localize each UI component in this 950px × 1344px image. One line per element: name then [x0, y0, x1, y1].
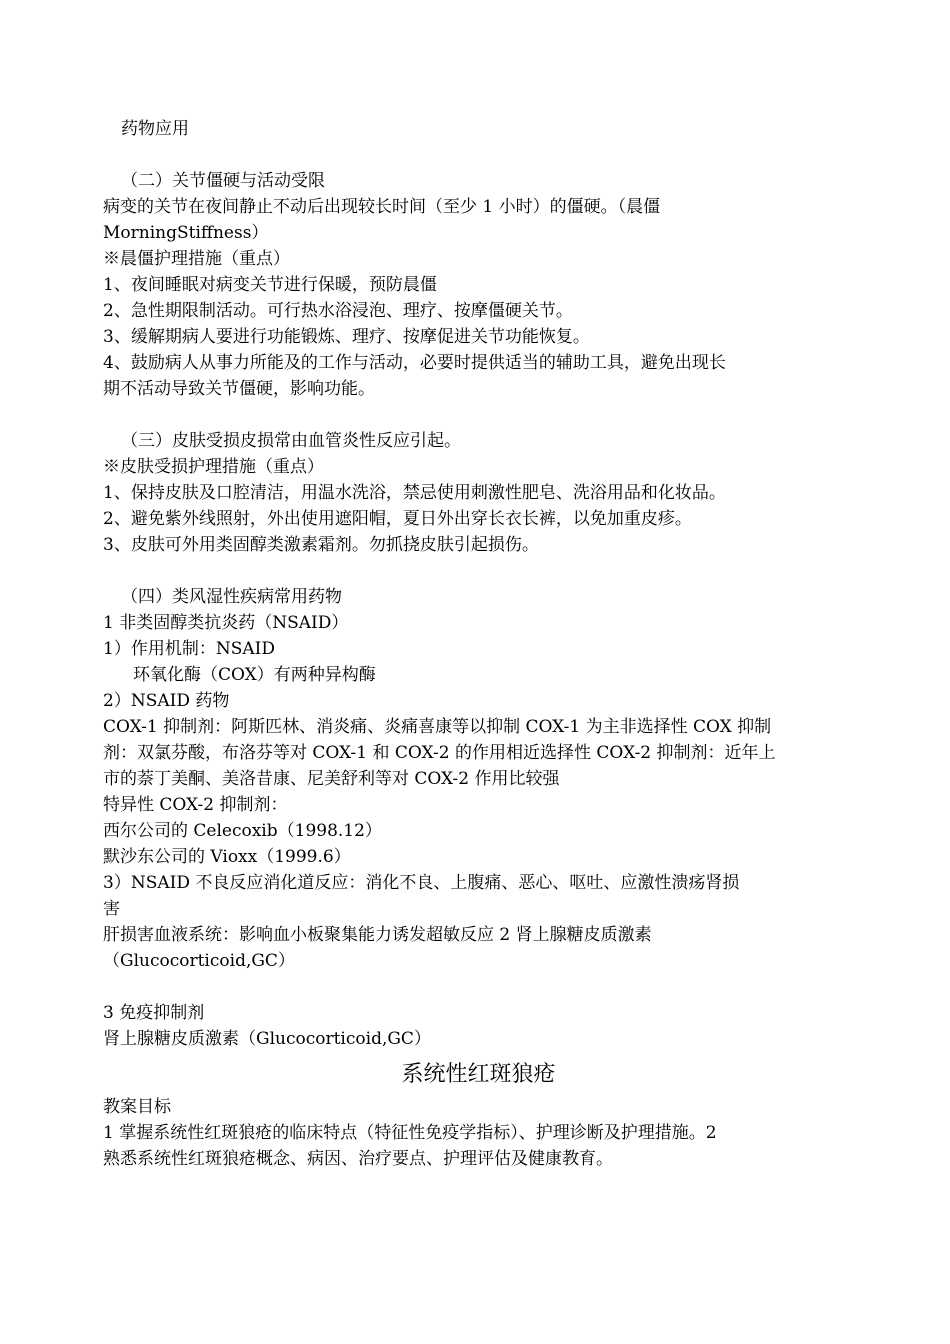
sle-subtitle: 教案目标	[103, 1097, 171, 1117]
section-4-line: 3）NSAID 不良反应消化道反应：消化不良、上腹痛、恶心、呕吐、应激性溃疡肾损	[103, 873, 740, 893]
section-4-line: 默沙东公司的 Vioxx（1999.6）	[103, 847, 351, 867]
section-4-line: 西尔公司的 Celecoxib（1998.12）	[103, 821, 382, 841]
section-4-line: 市的萘丁美酮、美洛昔康、尼美舒利等对 COX-2 作用比较强	[103, 769, 560, 789]
section-4-line: 环氧化酶（COX）有两种异构酶	[133, 665, 376, 685]
section-2-item: 1、夜间睡眠对病变关节进行保暖，预防晨僵	[103, 275, 437, 295]
section-2-item: 期不活动导致关节僵硬，影响功能。	[103, 379, 375, 399]
section-2-item: 2、急性期限制活动。可行热水浴浸泡、理疗、按摩僵硬关节。	[103, 301, 573, 321]
section-4-line: COX-1 抑制剂：阿斯匹林、消炎痛、炎痛喜康等以抑制 COX-1 为主非选择性 COX 抑制	[103, 717, 772, 737]
section-3-item: 3、皮肤可外用类固醇类激素霜剂。勿抓挠皮肤引起损伤。	[103, 535, 539, 555]
section-3-item: 2、避免紫外线照射，外出使用遮阳帽，夏日外出穿长衣长裤，以免加重皮疹。	[103, 509, 692, 529]
section-2-desc-line-2: MorningStiffness）	[103, 223, 269, 243]
section-2-item: 4、鼓励病人从事力所能及的工作与活动，必要时提供适当的辅助工具，避免出现长	[103, 353, 726, 373]
section-4-heading: （四）类风湿性疾病常用药物	[121, 587, 342, 607]
top-heading: 药物应用	[121, 119, 189, 139]
section-4-line: 2）NSAID 药物	[103, 691, 230, 711]
sle-title: 系统性红斑狼疮	[401, 1062, 556, 1087]
section-2-item: 3、缓解期病人要进行功能锻炼、理疗、按摩促进关节功能恢复。	[103, 327, 590, 347]
section-4-line: 害	[103, 899, 120, 919]
section-4-line: （Glucocorticoid,GC）	[103, 951, 295, 971]
spacer	[103, 974, 854, 1000]
section-2-desc-line-1: 病变的关节在夜间静止不动后出现较长时间（至少 1 小时）的僵硬。（晨僵	[103, 197, 661, 217]
section-2-care-title: ※晨僵护理措施（重点）	[103, 249, 290, 269]
section-4-line: 1 非类固醇类抗炎药（NSAID）	[103, 613, 349, 633]
section-4-line: 特异性 COX-2 抑制剂：	[103, 795, 288, 815]
section-4-line: 1）作用机制：NSAID	[103, 639, 275, 659]
section-3-heading: （三）皮肤受损皮损常由血管炎性反应引起。	[121, 431, 461, 451]
section-2-heading: （二）关节僵硬与活动受限	[121, 171, 325, 191]
section-4-line: 剂：双氯芬酸，布洛芬等对 COX-1 和 COX-2 的作用相近选择性 COX-2 抑制剂：近年上	[103, 743, 776, 763]
section-4-line: 肾上腺糖皮质激素（Glucocorticoid,GC）	[103, 1029, 431, 1049]
section-3-care-title: ※皮肤受损护理措施（重点）	[103, 457, 324, 477]
section-3-item: 1、保持皮肤及口腔清洁，用温水洗浴，禁忌使用刺激性肥皂、洗浴用品和化妆品。	[103, 483, 726, 503]
spacer	[103, 558, 854, 584]
section-4-line: 3 免疫抑制剂	[103, 1003, 205, 1023]
section-4-line: 肝损害血液系统：影响血小板聚集能力诱发超敏反应 2 肾上腺糖皮质激素	[103, 925, 652, 945]
spacer	[103, 402, 854, 428]
sle-line: 熟悉系统性红斑狼疮概念、病因、治疗要点、护理评估及健康教育。	[103, 1149, 613, 1169]
sle-line: 1 掌握系统性红斑狼疮的临床特点（特征性免疫学指标）、护理诊断及护理措施。2	[103, 1123, 717, 1143]
spacer	[103, 142, 854, 168]
